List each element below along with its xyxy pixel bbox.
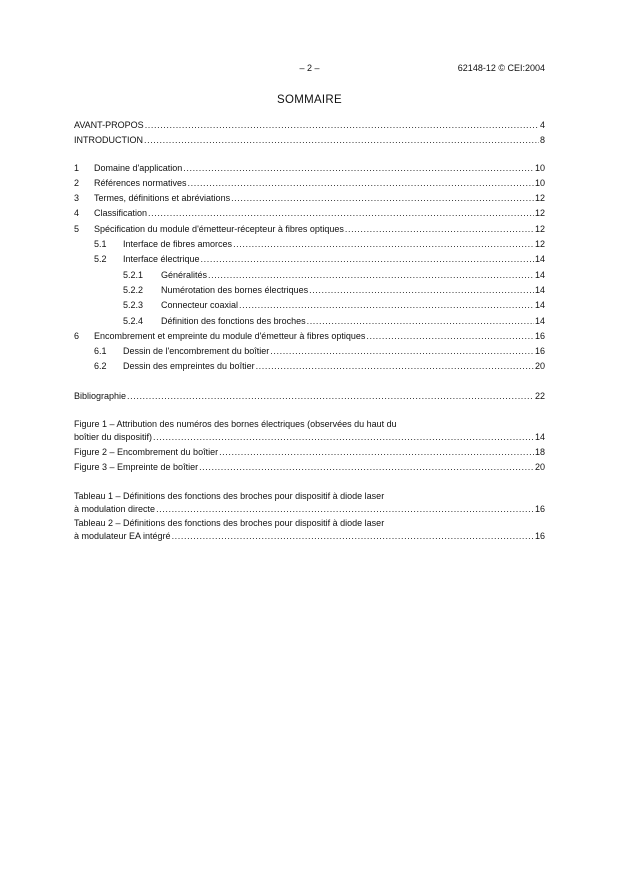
toc-entry-introduction[interactable] [74, 133, 545, 148]
toc-entry-section-6[interactable] [74, 329, 545, 344]
section-number: 4 [74, 208, 80, 219]
toc-entry-section-3[interactable] [74, 191, 545, 206]
toc-entry-text: Classification [94, 208, 148, 219]
toc-entry-text: Références normatives [94, 177, 187, 188]
toc-entry-bibliography[interactable] [74, 389, 545, 404]
section-number: 6.1 [94, 346, 107, 357]
toc-entry-page: 14 [534, 432, 545, 443]
toc-entry-page: 18 [534, 447, 545, 458]
toc-entry-page: 10 [534, 177, 545, 188]
toc-entry-page: 8 [539, 135, 545, 146]
section-number: 3 [74, 193, 80, 204]
toc-entry-text: Interface électrique [123, 254, 200, 265]
leader-dots [239, 298, 534, 313]
toc-entry-text: Figure 3 – Empreinte de boîtier [74, 462, 199, 473]
toc-entry-text: Tableau 2 – Définitions des fonctions des broches pour dispositif à diode laser [74, 517, 385, 528]
toc-entry-text: Termes, définitions et abréviations [94, 193, 231, 204]
leader-dots [219, 445, 534, 460]
page-title: SOMMAIRE [276, 94, 342, 106]
toc-entry-text-continued: à modulation directe [74, 503, 156, 514]
table-of-contents [74, 118, 545, 544]
toc-entry-page: 14 [534, 315, 545, 326]
toc-entry-page: 10 [534, 162, 545, 173]
toc-entry-page: 16 [534, 346, 545, 357]
toc-entry-text: Tableau 1 – Définitions des fonctions des broches pour dispositif à diode laser [74, 490, 385, 501]
leader-dots [270, 344, 534, 359]
toc-entry-text: Dessin des empreintes du boîtier [123, 361, 255, 372]
toc-entry-text: Connecteur coaxial [161, 300, 239, 311]
toc-entry-section-1[interactable] [74, 161, 545, 176]
toc-entry-text: Domaine d'application [94, 162, 183, 173]
leader-dots [233, 237, 534, 252]
leader-dots [307, 314, 534, 329]
leader-dots [231, 191, 534, 206]
toc-entry-text: Bibliographie [74, 390, 127, 401]
leader-dots [127, 389, 534, 404]
toc-entry-page: 20 [534, 361, 545, 372]
toc-entry-table-2[interactable] [74, 517, 545, 544]
toc-entry-page: 14 [534, 300, 545, 311]
toc-entry-text: Définition des fonctions des broches [161, 315, 306, 326]
toc-entry-page: 12 [534, 223, 545, 234]
leader-dots [172, 529, 534, 544]
toc-entry-text: Figure 2 – Encombrement du boîtier [74, 447, 219, 458]
leader-dots [153, 430, 534, 445]
toc-entry-section-5-2-3[interactable] [74, 298, 545, 313]
leader-dots [188, 176, 534, 191]
toc-entry-text: Encombrement et empreinte du module d'émetteur à fibres optiques [94, 330, 366, 341]
toc-entry-section-5-2-1[interactable] [74, 268, 545, 283]
leader-dots [148, 206, 534, 221]
section-number: 5.2.3 [123, 300, 144, 311]
toc-entry-table-1[interactable] [74, 490, 545, 517]
toc-entry-page: 14 [534, 284, 545, 295]
toc-entry-text-continued: boîtier du dispositif) [74, 432, 153, 443]
section-number: 1 [74, 162, 80, 173]
toc-entry-text: Dessin de l'encombrement du boîtier [123, 346, 270, 357]
toc-entry-section-5-1[interactable] [74, 237, 545, 252]
toc-entry-section-6-1[interactable] [74, 344, 545, 359]
toc-entry-section-2[interactable] [74, 176, 545, 191]
section-number: 6.2 [94, 361, 107, 372]
toc-entry-figure-1[interactable] [74, 418, 545, 445]
page-number: – 2 – [299, 63, 320, 73]
section-number: 5 [74, 223, 80, 234]
section-number: 5.1 [94, 239, 107, 250]
toc-entry-text: Généralités [161, 269, 208, 280]
section-number: 2 [74, 177, 80, 188]
leader-dots [309, 283, 534, 298]
toc-entry-page: 20 [534, 462, 545, 473]
leader-dots [366, 329, 534, 344]
toc-entry-section-5-2-2[interactable] [74, 283, 545, 298]
leader-dots [201, 252, 534, 267]
toc-entry-page: 14 [534, 269, 545, 280]
leader-dots [145, 118, 539, 133]
toc-entry-section-5-2[interactable] [74, 252, 545, 267]
toc-entry-section-4[interactable] [74, 206, 545, 221]
leader-dots [156, 502, 534, 517]
leader-dots [256, 359, 534, 374]
toc-entry-avant-propos[interactable] [74, 118, 545, 133]
toc-entry-figure-2[interactable] [74, 445, 545, 460]
toc-entry-section-5[interactable] [74, 222, 545, 237]
leader-dots [199, 460, 534, 475]
toc-entry-text: Spécification du module d'émetteur-récepteur à fibres optiques [94, 223, 344, 234]
leader-dots [144, 133, 539, 148]
section-number: 5.2.4 [123, 315, 144, 326]
toc-entry-page: 12 [534, 239, 545, 250]
toc-entry-section-5-2-4[interactable] [74, 314, 545, 329]
toc-entry-figure-3[interactable] [74, 460, 545, 475]
section-number: 5.2 [94, 254, 107, 265]
toc-entry-page: 12 [534, 208, 545, 219]
leader-dots [208, 268, 534, 283]
toc-entry-text: AVANT-PROPOS [74, 120, 144, 130]
section-number: 5.2.2 [123, 284, 144, 295]
toc-entry-page: 4 [539, 120, 545, 130]
toc-entry-section-6-2[interactable] [74, 359, 545, 374]
toc-entry-page: 14 [534, 254, 545, 265]
toc-entry-page: 16 [534, 530, 545, 541]
section-number: 5.2.1 [123, 269, 144, 280]
toc-entry-page: 16 [534, 330, 545, 341]
toc-entry-text: INTRODUCTION [74, 135, 143, 146]
leader-dots [345, 222, 534, 237]
toc-entry-page: 22 [534, 390, 545, 401]
section-number: 6 [74, 330, 80, 341]
toc-entry-page: 16 [534, 503, 545, 514]
leader-dots [183, 161, 534, 176]
toc-entry-text: Figure 1 – Attribution des numéros des bornes électriques (observées du haut du [74, 419, 397, 430]
toc-entry-text: Numérotation des bornes électriques [161, 284, 309, 295]
toc-entry-page: 12 [534, 193, 545, 204]
document-reference: 62148-12 © CEI:2004 [457, 63, 545, 73]
toc-entry-text-continued: à modulateur EA intégré [74, 530, 171, 541]
toc-entry-text: Interface de fibres amorces [123, 239, 233, 250]
